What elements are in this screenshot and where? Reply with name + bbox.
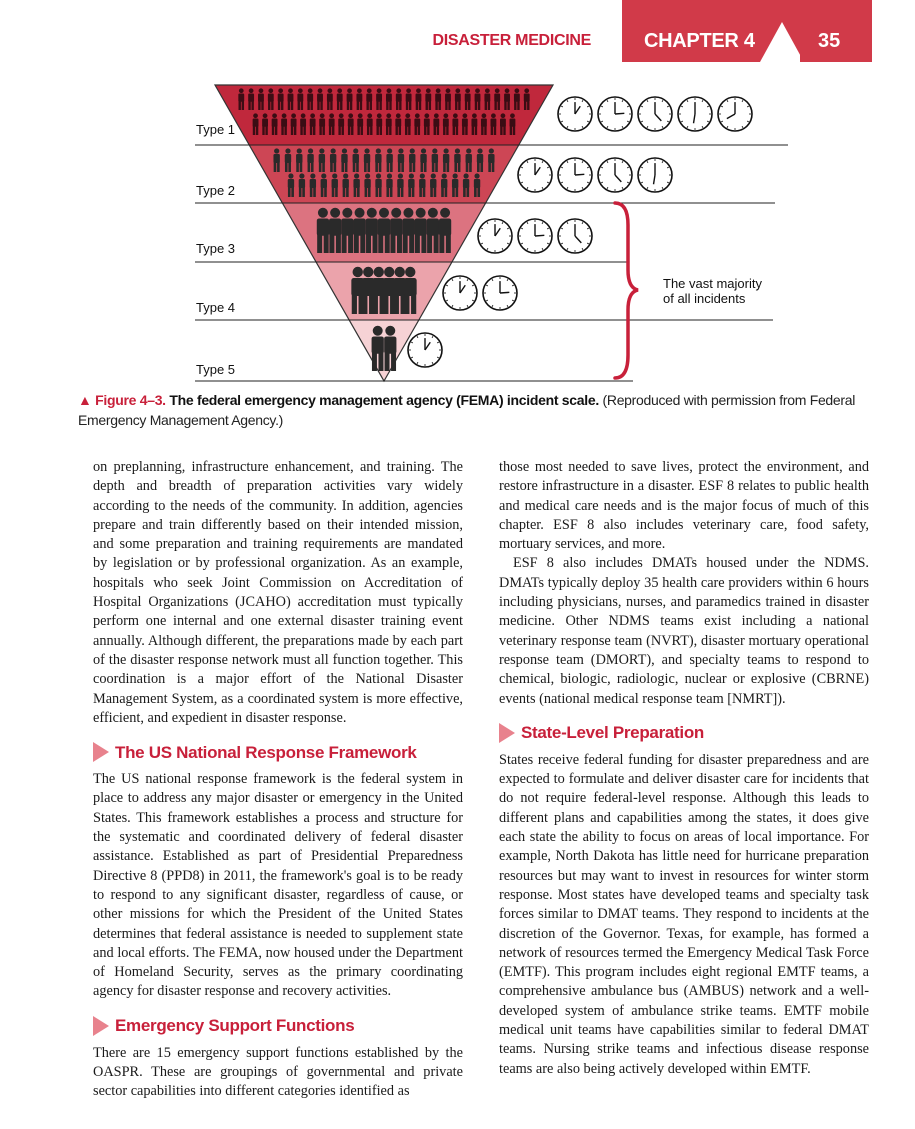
caption-figure-number: ▲ Figure 4–3. — [78, 392, 166, 408]
paragraph-esf8: those most needed to save lives, protect the environment, and restore infrastructure in a disaster. ESF 8 relates to public health and medical care needs and is the major focus of much of this chapter. ESF 8 also includes veterinary care, food safety, mortuary services, and more. — [499, 459, 869, 553]
bracket-label-line1: The vast majority — [663, 276, 762, 291]
heading-arrow-icon — [499, 723, 515, 743]
paragraph-state: States receive federal funding for disaster preparedness and are expected to formulate and deliver disaster care for incidents that do not require federal-level response. Although this leads to different plans and capabilities among the states, it does give each state the ability to focus on areas of local importance. For example, North Dakota has little need for hurricane preparation resources but may want to invest in resources for winter storm response. Most states have developed teams and specialty task forces similar to DMAT teams. They respond to incidents at the discretion of the Governor. Texas, for example, has formed a network of resources termed the Emergency Medical Task Force (EMTF). This program includes eight regional EMTF teams, a comprehensive ambulance bus (AMBUS) network and a well-developed system of ambulance strike teams. EMTF mobile medical unit teams have capabilities similar to federal DMAT teams. Nursing strike teams and infectious disease response teams are also being actively developed within EMTF. — [499, 751, 869, 1077]
clock-icon — [638, 97, 672, 131]
chapter-label: CHAPTER 4 — [644, 30, 755, 52]
clock-icon — [443, 276, 477, 310]
heading-text: State-Level Preparation — [521, 723, 704, 743]
clock-icon — [558, 158, 592, 192]
clock-icon — [518, 219, 552, 253]
heading-arrow-icon — [93, 742, 109, 762]
right-column — [499, 458, 869, 1079]
type-label-2: Type 2 — [196, 183, 236, 198]
heading-emergency-support-functions — [93, 1016, 463, 1036]
fema-incident-scale-figure — [0, 0, 915, 440]
incident-bracket-icon — [615, 203, 638, 378]
clock-icon — [638, 158, 672, 192]
bracket-label-line2: of all incidents — [663, 291, 746, 306]
clock-icon — [478, 219, 512, 253]
clock-icon — [483, 276, 517, 310]
section-title: DISASTER MEDICINE — [432, 32, 591, 49]
paragraph-dmats: ESF 8 also includes DMATs housed under the NDMS. DMATs typically deploy 35 health care providers within 6 hours including physicians, nurses, and paramedics trained in disaster medicine. Other NDMS teams exist including a national veterinary response team (NVRT), disaster mortuary operational response team (DMORT), and specialty teams to respond to chemical, biologic, radiologic, nuclear or explosive (CBRNE) events (national medical response team [NMRT]). — [499, 555, 869, 707]
paragraph-esf: There are 15 emergency support functions established by the OASPR. These are groupings of governmental and private sector capabilities into different categories identified as — [93, 1044, 463, 1100]
figure-caption — [78, 390, 878, 430]
type-label-1: Type 1 — [196, 122, 236, 137]
clock-icon — [718, 97, 752, 131]
incident-pyramid-diagram — [0, 0, 915, 440]
clock-icon — [518, 158, 552, 192]
paragraph-nrf: The US national response framework is the federal system in place to address any major disaster or emergency in the United States. This framework establishes a process and structure for the systematic and coordinated delivery of federal disaster assistance. Established as part of Presidential Preparedness Directive 8 (PPD8) in 2011, the framework's goal is to be ready to respond to any significant disaster, regardless of cause, or other missions for which the President of the United States determines that federal assistance is needed to supplement state and local efforts. The FEMA, now housed under the Department of Homeland Security, serves as the primary coordinating agency for disaster response and recovery activities. — [93, 771, 463, 1000]
page-number: 35 — [818, 30, 841, 52]
clock-icon — [598, 158, 632, 192]
type-label-5: Type 5 — [196, 362, 236, 377]
clock-icon — [598, 97, 632, 131]
type-label-4: Type 4 — [196, 300, 236, 315]
clock-icon — [408, 333, 442, 367]
paragraph-preplanning: on preplanning, infrastructure enhancement, and training. The depth and breadth of preparation activities vary widely according to the needs of the community. In addition, agencies prepare and train differently based on their intended mission, and some preparation and training requirements are mandated by legislation or by professional organization. As an example, hospitals who seek Joint Commission on Accreditation of Hospital Organizations (JCAHO) accreditation must typically perform one internal and one external disaster training event annually. Although different, the preparations made by each part of the disaster response network must all function together. This coordination is a major effort of the National Disaster Management System, as a coordinated system is more effective, efficient, and expedient in disaster response. — [93, 459, 463, 726]
clock-icon — [558, 219, 592, 253]
type-label-3: Type 3 — [196, 241, 236, 256]
caption-title: The federal emergency management agency (FEMA) incident scale. — [169, 392, 599, 408]
type-labels — [196, 122, 235, 377]
caption-credit: (Reproduced with permission from Federal Emergency Management Agency.) — [78, 392, 856, 428]
heading-state-level-preparation — [499, 723, 869, 743]
heading-text: Emergency Support Functions — [115, 1016, 355, 1036]
heading-arrow-icon — [93, 1016, 109, 1036]
heading-national-response-framework — [93, 742, 463, 762]
left-column — [93, 458, 463, 1102]
clock-icon — [678, 97, 712, 131]
clock-icon — [558, 97, 592, 131]
heading-text: The US National Response Framework — [115, 742, 417, 762]
